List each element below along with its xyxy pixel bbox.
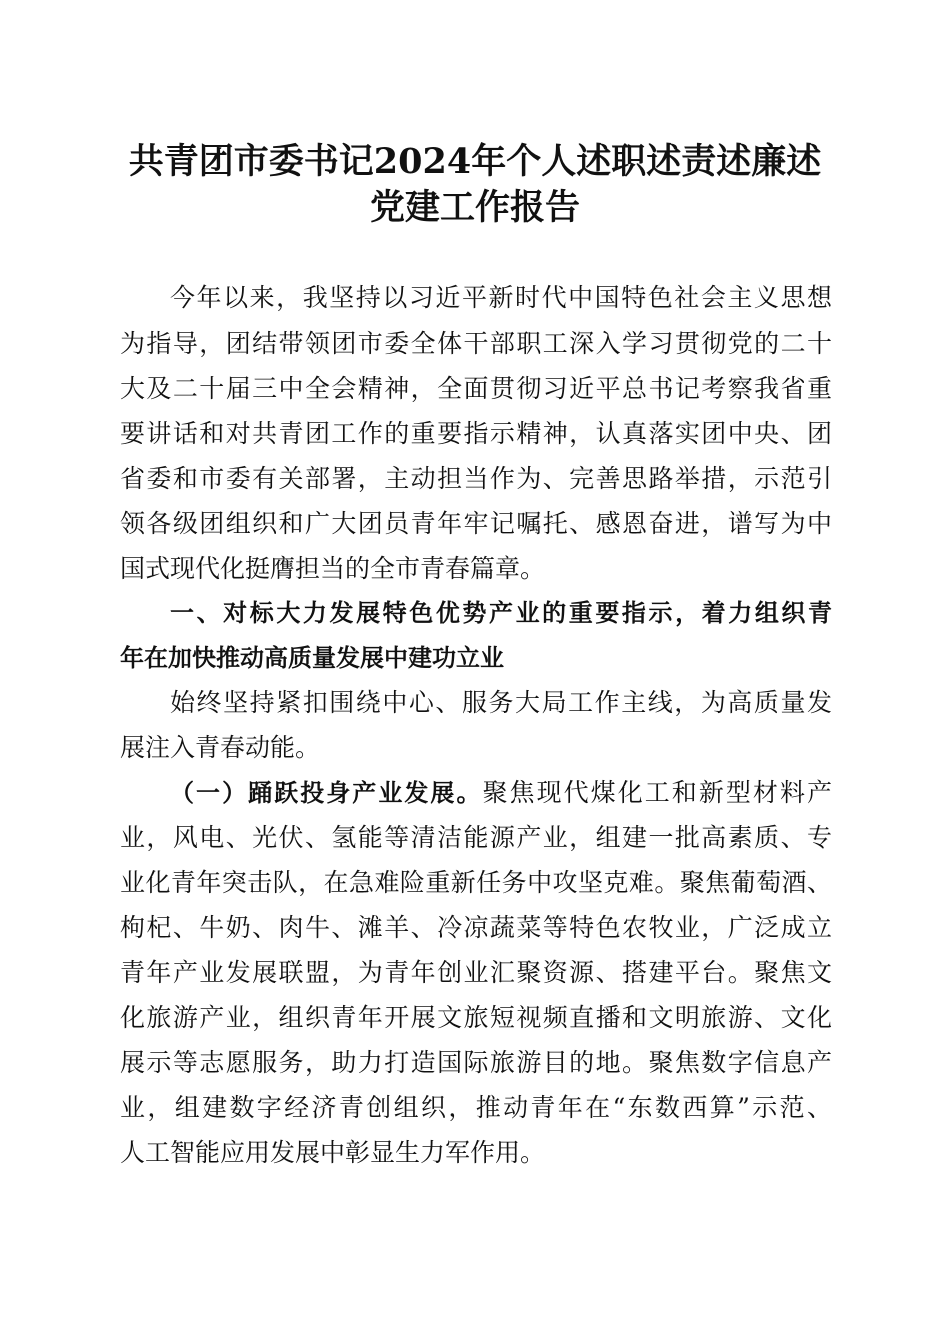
document-title-line-1: 共青团市委书记2024年个人述职述责述廉述	[128, 141, 822, 182]
paragraph-line: 领各级团组织和广大团员青年牢记嘱托、感恩奋进，谱写为中	[120, 509, 832, 538]
document-title-line-2: 党建工作报告	[369, 187, 580, 228]
subsection-lead: （一）踊跃投身产业发展。	[170, 779, 483, 807]
paragraph-line: 省委和市委有关部署，主动担当作为、完善思路举措，示范引	[120, 464, 832, 493]
paragraph-line: 业，风电、光伏、氢能等清洁能源产业，组建一批高素质、专	[120, 823, 832, 852]
subsection-first-line	[170, 775, 832, 811]
paragraph-line: 今年以来，我坚持以习近平新时代中国特色社会主义思想	[170, 283, 832, 312]
paragraph-line: 人工智能应用发展中彰显生力军作用。	[120, 1138, 546, 1167]
paragraph-line: 展注入青春动能。	[120, 733, 321, 762]
paragraph-line: 展示等志愿服务，助力打造国际旅游目的地。聚焦数字信息产	[120, 1048, 832, 1077]
section-heading-line: 年在加快推动高质量发展中建功立业	[120, 644, 504, 672]
paragraph-line: 大及二十届三中全会精神，全面贯彻习近平总书记考察我省重	[120, 374, 832, 403]
paragraph-line: 要讲话和对共青团工作的重要指示精神，认真落实团中央、团	[120, 419, 832, 448]
paragraph-line: 青年产业发展联盟，为青年创业汇聚资源、搭建平台。聚焦文	[120, 958, 832, 987]
paragraph-line: 化旅游产业，组织青年开展文旅短视频直播和文明旅游、文化	[120, 1003, 832, 1032]
paragraph-line: 枸杞、牛奶、肉牛、滩羊、冷凉蔬菜等特色农牧业，广泛成立	[120, 913, 832, 942]
paragraph-line: 国式现代化挺膺担当的全市青春篇章。	[120, 554, 546, 583]
subsection-first-line-rest: 聚焦现代煤化工和新型材料产	[482, 778, 832, 807]
paragraph-line: 业化青年突击队，在急难险重新任务中攻坚克难。聚焦葡萄酒、	[120, 868, 832, 897]
section-heading-line: 一、对标大力发展特色优势产业的重要指示，着力组织青	[170, 599, 832, 627]
paragraph-line: 为指导，团结带领团市委全体干部职工深入学习贯彻党的二十	[120, 329, 832, 358]
paragraph-line: 业，组建数字经济青创组织，推动青年在“东数西算”示范、	[120, 1093, 832, 1122]
paragraph-line: 始终坚持紧扣围绕中心、服务大局工作主线，为高质量发	[170, 688, 832, 717]
